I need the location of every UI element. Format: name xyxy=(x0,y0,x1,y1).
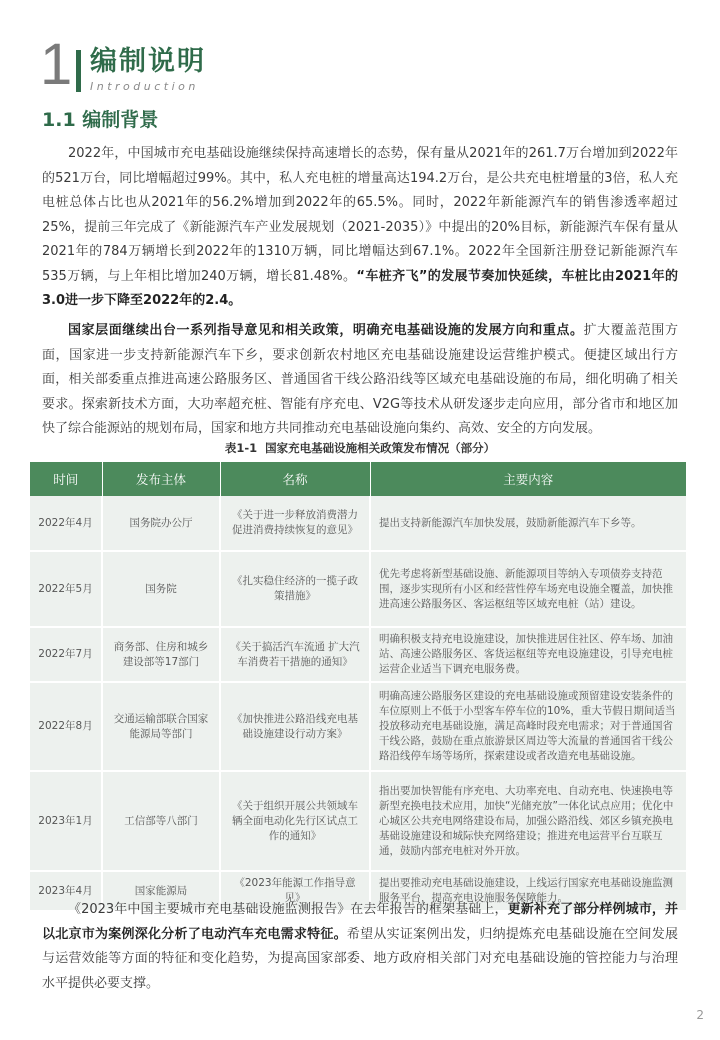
table-row xyxy=(30,496,686,551)
cell-name: 《关于组织开展公共领域车辆全面电动化先行区试点工作的通知》 xyxy=(220,771,370,871)
paragraph-highlight: 国家层面继续出台一系列指导意见和相关政策，明确充电基础设施的发展方向和重点。 xyxy=(68,323,584,338)
table-number: 表1-1 xyxy=(224,441,258,455)
cell-time: 2022年8月 xyxy=(30,682,102,771)
cell-name: 《关于进一步释放消费潜力促进消费持续恢复的意见》 xyxy=(220,496,370,551)
paragraph-highlight: “车桩齐飞”的发展节奏加快延续，车桩比由2021年的3.0进一步下降至2022年的2.4。 xyxy=(42,268,678,308)
paragraph-text: 2022年，中国城市充电基础设施继续保持高速增长的态势，保有量从2021年的261.7万台增加到2022年的521万台，同比增幅超过99%。其中，私人充电桩的增量高达194.2万台，是公共充电桩增量的3倍，私人充电桩总体占比也从2021年的56.2%增加到2022年的65.5%。同时，2022年新能源汽车的销售渗透率超过25%，提前三年完成了《新能源汽车产业发展规划（2021-2035）》中提出的20%目标，新能源汽车保有量从2021年的784万辆增长到2022年的1310万辆，同比增幅达到67.1%。2022年全国新注册登记新能源汽车535万辆，与上年相比增加240万辆，增长81.48%。 xyxy=(42,146,678,284)
cell-time: 2023年4月 xyxy=(30,871,102,911)
chapter-title: 编制说明 xyxy=(90,46,206,77)
cell-issuer: 工信部等八部门 xyxy=(102,771,220,871)
cell-name: 《加快推进公路沿线充电基础设施建设行动方案》 xyxy=(220,682,370,771)
cell-issuer: 国务院办公厅 xyxy=(102,496,220,551)
cell-content: 优先考虑将新型基础设施、新能源项目等纳入专项债券支持范围，逐步实现所有小区和经营性停车场充电设施全覆盖，加快推进高速公路服务区、客运枢纽等区域充电桩（站）建设。 xyxy=(370,551,686,627)
cell-name: 《关于搞活汽车流通 扩大汽车消费若干措施的通知》 xyxy=(220,627,370,682)
paragraph-text: 扩大覆盖范围方面，国家进一步支持新能源汽车下乡，要求创新农村地区充电基础设施建设运营维护模式。便捷区域出行方面，相关部委重点推进高速公路服务区、普通国省干线公路沿线等区域充电基础设施的布局，细化明确了相关要求。探索新技术方面，大功率超充桩、智能有序充电、V2G等技术从研发逐步走向应用，部分省市和地区加快了综合能源站的规划布局，国家和地方共同推动充电基础设施向集约、高效、安全的方向发展。 xyxy=(42,323,678,436)
table-row xyxy=(30,682,686,771)
cell-issuer: 商务部、住房和城乡建设部等17部门 xyxy=(102,627,220,682)
section-title: 1.1 编制背景 xyxy=(42,109,159,131)
paragraph-text: 《2023年中国主要城市充电基础设施监测报告》在去年报告的框架基础上， xyxy=(68,902,508,917)
col-header-name: 名称 xyxy=(220,462,370,496)
paragraph-background-stats xyxy=(42,142,678,314)
policy-table xyxy=(30,462,686,912)
cell-time: 2022年4月 xyxy=(30,496,102,551)
table-caption xyxy=(0,440,720,456)
cell-time: 2023年1月 xyxy=(30,771,102,871)
cell-name: 《扎实稳住经济的一揽子政策措施》 xyxy=(220,551,370,627)
table-row xyxy=(30,627,686,682)
col-header-content: 主要内容 xyxy=(370,462,686,496)
paragraph-text: 希望从实证案例出发，归纳提炼充电基础设施在空间发展与运营效能等方面的特征和变化趋势，为提高国家部委、地方政府相关部门对充电基础设施的管控能力与治理水平提供必要支撑。 xyxy=(42,926,678,991)
paragraph-report-intro xyxy=(42,898,678,996)
chapter-subtitle: Introduction xyxy=(90,80,199,93)
col-header-time: 时间 xyxy=(30,462,102,496)
paragraph-highlight: 更新补充了部分样例城市，并以北京市为案例深化分析了电动汽车充电需求特征。 xyxy=(42,902,678,942)
table-header-row xyxy=(30,462,686,496)
chapter-divider-bar xyxy=(76,50,81,92)
table-caption-text: 国家充电基础设施相关政策发布情况（部分） xyxy=(265,441,496,455)
chapter-header xyxy=(40,32,440,97)
cell-content: 提出支持新能源汽车加快发展，鼓励新能源汽车下乡等。 xyxy=(370,496,686,551)
cell-content: 指出要加快智能有序充电、大功率充电、自动充电、快速换电等新型充换电技术应用，加快“光储充放”一体化试点应用；优化中心城区公共充电网络建设布局，加强公路沿线、郊区乡镇充换电基础设施建设和城际快充网络建设；推进充电运营平台互联互通，鼓励内部充电桩对外开放。 xyxy=(370,771,686,871)
cell-name: 《2023年能源工作指导意见》 xyxy=(220,871,370,911)
cell-content: 明确积极支持充电设施建设，加快推进居住社区、停车场、加油站、高速公路服务区、客货运枢纽等充电设施建设，引导充电桩运营企业适当下调充电服务费。 xyxy=(370,627,686,682)
cell-issuer: 国务院 xyxy=(102,551,220,627)
cell-content: 明确高速公路服务区建设的充电基础设施或预留建设安装条件的车位原则上不低于小型客车停车位的10%，重大节假日期间适当投放移动充电基础设施，满足高峰时段充电需求；对于普通国省干线公路，鼓励在重点旅游景区周边等大流量的普通国省干线公路沿线停车场等场所，探索建设或者改造充电基础设施。 xyxy=(370,682,686,771)
cell-issuer: 国家能源局 xyxy=(102,871,220,911)
table-row xyxy=(30,551,686,627)
cell-issuer: 交通运输部联合国家能源局等部门 xyxy=(102,682,220,771)
cell-time: 2022年5月 xyxy=(30,551,102,627)
table-row xyxy=(30,771,686,871)
chapter-number: 1 xyxy=(40,32,73,97)
page-number: 2 xyxy=(696,1008,704,1022)
paragraph-policy xyxy=(42,319,678,442)
cell-content: 提出要推动充电基础设施建设，上线运行国家充电基础设施监测服务平台，提高充电设施服务保障能力。 xyxy=(370,871,686,911)
col-header-issuer: 发布主体 xyxy=(102,462,220,496)
cell-time: 2022年7月 xyxy=(30,627,102,682)
